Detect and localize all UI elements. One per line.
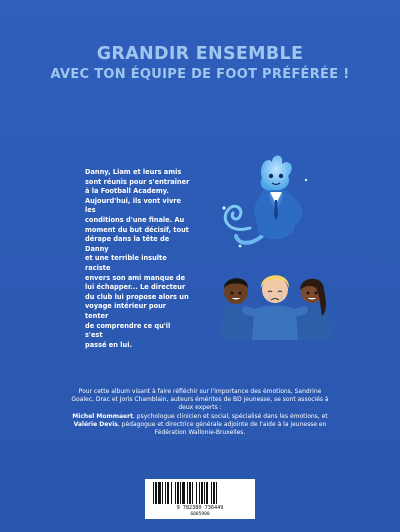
synopsis-line: passé en lui. — [85, 340, 132, 349]
synopsis-line: de comprendre ce qu'il s'est — [85, 321, 171, 340]
barcode-number: 9 782380 736449 — [176, 505, 224, 511]
barcode-bar — [216, 482, 217, 504]
expert-1-description: , psychologue clinicien et social, spécialisé dans les émotions, et — [132, 412, 328, 420]
barcode-bar — [162, 482, 163, 504]
expert-1-name: Michel Mommaert — [72, 412, 133, 420]
expert-2-description: , pédagogue et directrice générale adjointe de l'aide à la jeunesse en Fédération Wallonie-Bruxelles. — [117, 420, 327, 437]
barcode-bar — [167, 482, 169, 504]
synopsis-line: conditions d'une finale. Au — [85, 215, 185, 224]
three-kids-illustration — [216, 260, 334, 340]
barcode-bar — [189, 482, 191, 504]
synopsis-line: voyage intérieur pour tenter — [85, 302, 167, 320]
barcode-bar — [213, 482, 215, 504]
barcode-bar — [201, 482, 203, 504]
barcode-bar — [192, 482, 193, 504]
synopsis-text — [85, 168, 190, 350]
barcode-bar — [187, 482, 188, 504]
barcode-bar — [182, 482, 185, 504]
barcode-bar — [204, 482, 205, 504]
synopsis-line: Aujourd'hui, ils vont vivre les — [85, 196, 182, 215]
barcode-bar — [206, 482, 208, 504]
ghost-character-illustration — [210, 150, 330, 260]
expert-2-name: Valérie Devis — [73, 420, 118, 428]
barcode-bar — [175, 482, 176, 504]
barcode-code: 6085900 — [190, 512, 210, 517]
barcode-bar — [165, 482, 166, 504]
title-line-2: AVEC TON ÉQUIPE DE FOOT PRÉFÉRÉE ! — [50, 67, 350, 82]
barcode — [145, 479, 255, 519]
barcode-bar — [199, 482, 200, 504]
barcode-bar — [211, 482, 212, 504]
barcode-bar — [196, 482, 197, 504]
synopsis-line: à la Football Academy. — [85, 187, 169, 196]
synopsis-line: Danny, Liam et leurs amis — [85, 168, 182, 176]
barcode-bar — [177, 482, 179, 504]
synopsis-line: sont réunis pour s'entraîner — [85, 177, 190, 186]
credits-intro: Pour cette album visant à faire réfléchir sur l'importance des émotions, Sandrine Goalec, Drac et Joris Chamblain, auteurs émérites de BD jeunesse, se sont associés à deux experts : — [71, 388, 329, 412]
synopsis-line: envers son ami manque de — [85, 273, 186, 282]
barcode-bar — [171, 482, 172, 504]
barcode-bars — [153, 482, 247, 504]
barcode-bar — [155, 482, 157, 504]
synopsis-line: et une terrible insulte raciste — [85, 254, 167, 272]
synopsis-line: dérape dans la tête de Danny — [85, 235, 170, 253]
synopsis-line: du club lui propose alors un — [85, 292, 189, 301]
title-line-1: GRANDIR ENSEMBLE — [96, 44, 304, 64]
barcode-bar — [180, 482, 181, 504]
credits-text — [67, 388, 333, 437]
barcode-bar — [158, 482, 161, 504]
synopsis-line: lui échapper... Le directeur — [85, 283, 186, 292]
barcode-bar — [153, 482, 154, 504]
synopsis-line: moment du but décisif, tout — [85, 225, 189, 234]
